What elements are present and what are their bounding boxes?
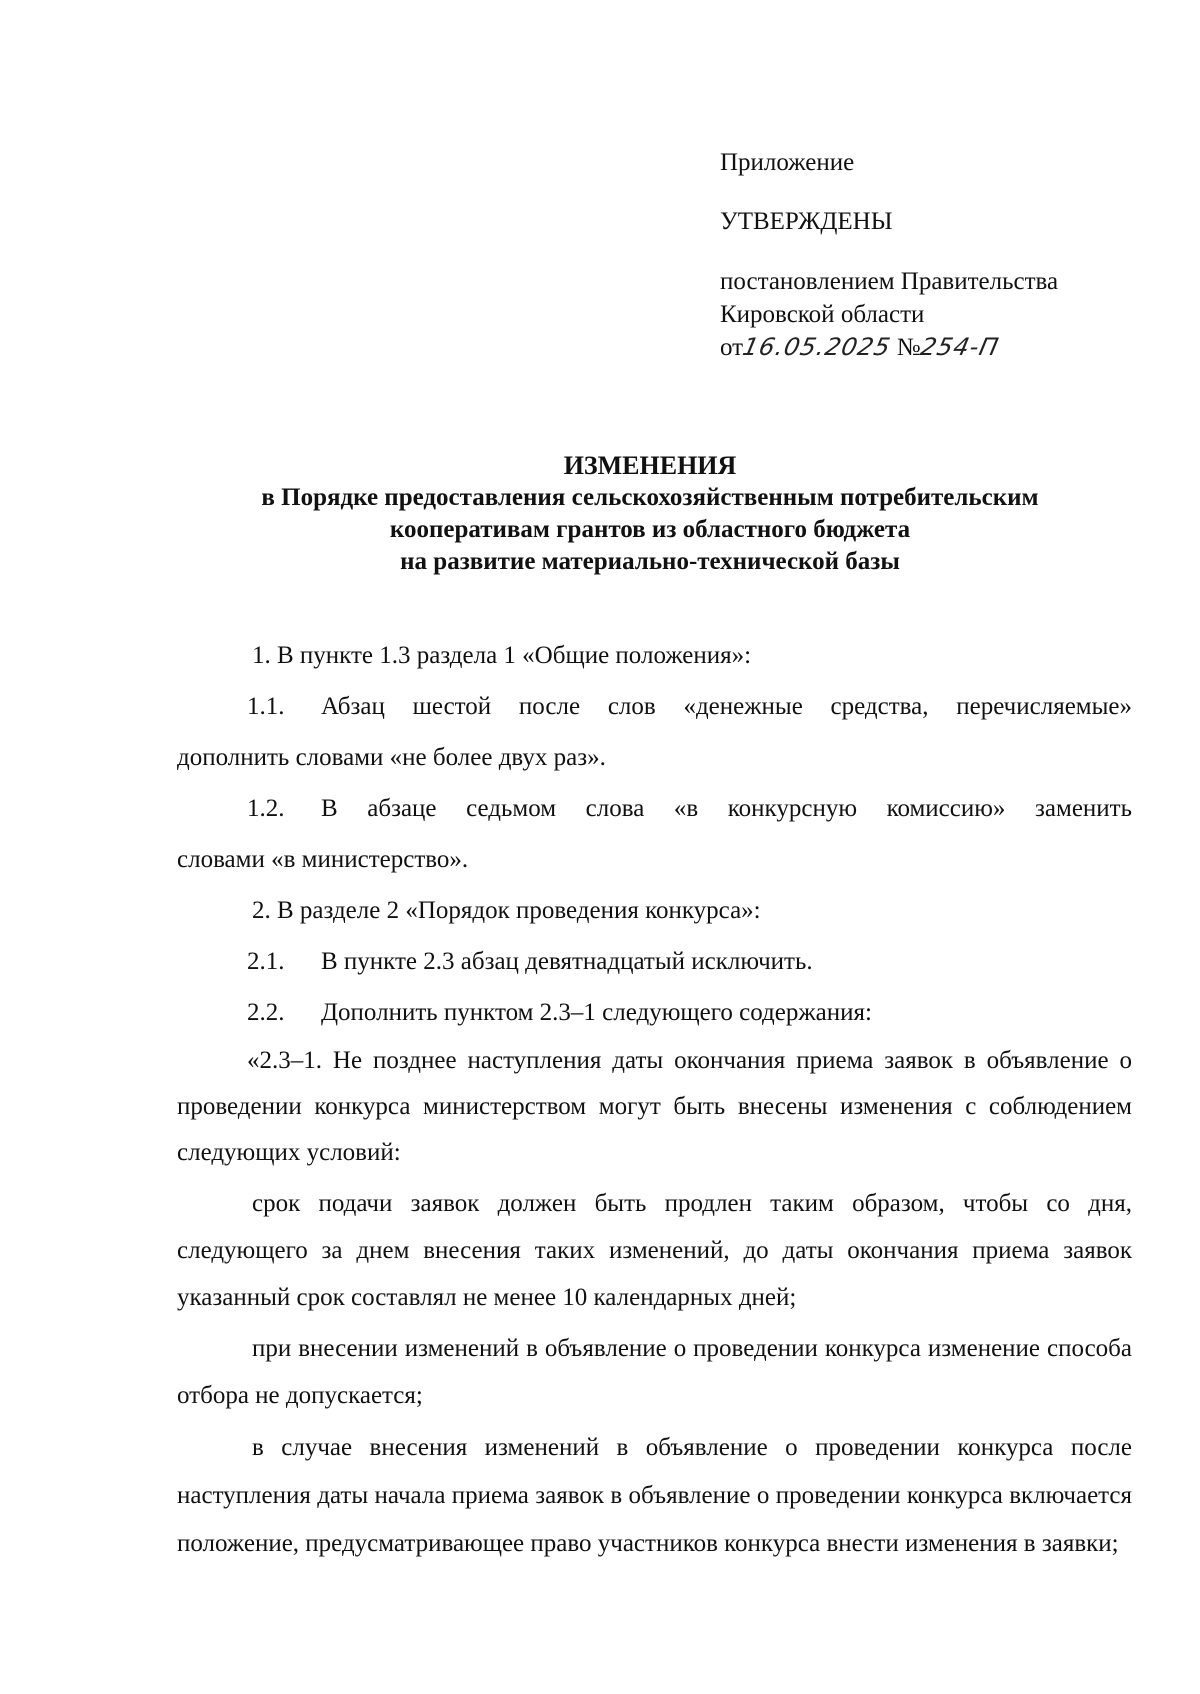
item-1-1-number: 1.1.: [247, 693, 285, 720]
item-1-1-continuation: дополнить словами «не более двух раз».: [177, 744, 606, 771]
paragraph-2-3-1: «2.3–1. Не позднее наступления даты окончания приема заявок в объявление о проведении конкурса министерством могут быть внесены изменения с соблюдением следующих условий:: [177, 1047, 1132, 1166]
paragraph-case: в случае внесения изменений в объявление о проведении конкурса после наступления даты начала приема заявок в объявление о проведении конкурса включается положение, предусматривающее право участников конкурса внести изменения в заявки;: [177, 1434, 1132, 1557]
item-2-2-text: Дополнить пунктом 2.3–1 следующего содержания:: [321, 999, 872, 1026]
approval-block: [720, 146, 1058, 364]
document-body: [177, 630, 1132, 1568]
decree-line-1: постановлением Правительства: [720, 268, 1059, 295]
paragraph-term: срок подачи заявок должен быть продлен таким образом, чтобы со дня, следующего за днем внесения таких изменений, до даты окончания приема заявок указанный срок составлял не менее 10 календарных дней;: [177, 1190, 1132, 1311]
title-line-3: на развитие материально-технической базы: [400, 548, 900, 575]
item-2-1-text: В пункте 2.3 абзац девятнадцатый исключить.: [321, 948, 813, 975]
decree-date-number: [720, 331, 1058, 364]
number-label: №: [896, 334, 921, 361]
title-line-1: в Порядке предоставления сельскохозяйственным потребительским: [261, 484, 1039, 511]
document-title: [180, 450, 1120, 578]
item-1: 1. В пункте 1.3 раздела 1 «Общие положения»:: [252, 642, 752, 669]
item-2-2-number: 2.2.: [247, 999, 285, 1026]
item-1-1: [177, 681, 1132, 783]
item-2-1: [177, 936, 1132, 987]
title-heading: ИЗМЕНЕНИЯ: [563, 451, 737, 480]
item-1-2-number: 1.2.: [247, 795, 285, 822]
appendix-label: Приложение: [720, 149, 855, 176]
item-2-1-number: 2.1.: [247, 948, 285, 975]
handwritten-date: 16.05.2025: [740, 333, 894, 361]
title-line-2: кооперативам грантов из областного бюджета: [389, 516, 911, 543]
from-label: от: [720, 334, 744, 361]
item-1-2-continuation: словами «в министерство».: [177, 846, 469, 873]
approved-label: УТВЕРЖДЕНЫ: [720, 208, 893, 235]
item-1-2-first-line: В абзаце седьмом слова «в конкурсную комиссию» заменить: [321, 795, 1132, 822]
item-2: 2. В разделе 2 «Порядок проведения конкурса»:: [252, 897, 761, 924]
decree-line-2: Кировской области: [720, 301, 925, 328]
item-2-2: [177, 987, 1132, 1038]
item-1-2: [177, 783, 1132, 885]
paragraph-method: при внесении изменений в объявление о проведении конкурса изменение способа отбора не допускается;: [177, 1335, 1132, 1409]
handwritten-number: 254-П: [917, 333, 1002, 361]
item-1-1-first-line: Абзац шестой после слов «денежные средства, перечисляемые»: [321, 693, 1132, 720]
